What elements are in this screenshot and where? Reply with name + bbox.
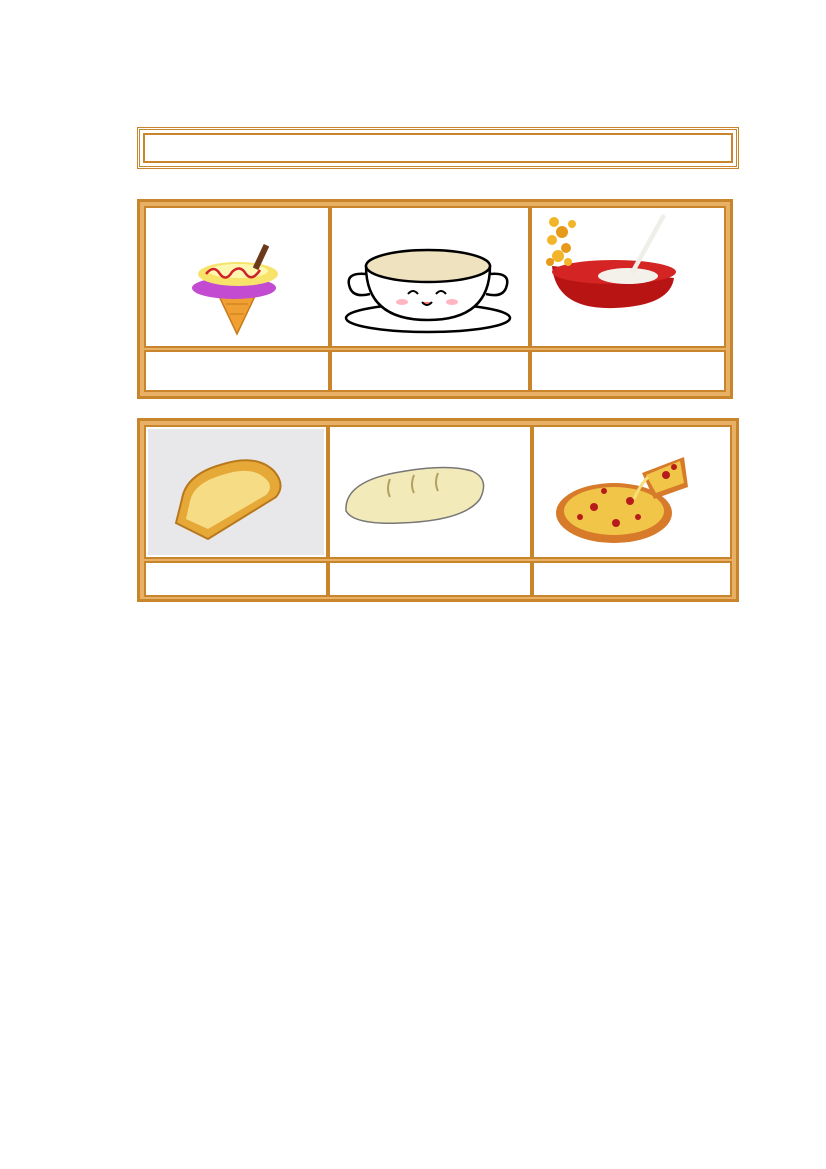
pizza-picture [534, 427, 730, 557]
toast-picture [146, 427, 326, 557]
word-bank [143, 133, 733, 163]
answer-box-4[interactable] [144, 561, 328, 597]
answer-box-5[interactable] [328, 561, 532, 597]
picture-grid-2 [137, 418, 739, 602]
word-bank-box [137, 127, 739, 169]
exercise-2-heading [128, 622, 154, 645]
answer-box-3[interactable] [530, 350, 726, 392]
picture-cell-soup [330, 206, 530, 348]
soup-picture [332, 208, 528, 346]
cereal-picture [532, 208, 724, 346]
picture-grid-1 [137, 199, 733, 399]
picture-cell-pizza [532, 425, 732, 559]
picture-cell-toast [144, 425, 328, 559]
ice-cream-picture [146, 208, 328, 346]
picture-cell-cereal [530, 206, 726, 348]
answer-box-1[interactable] [144, 350, 330, 392]
picture-cell-bread [328, 425, 532, 559]
answer-box-2[interactable] [330, 350, 530, 392]
picture-cell-ice-cream [144, 206, 330, 348]
exercise-1-heading [128, 99, 154, 122]
answer-box-6[interactable] [532, 561, 732, 597]
bread-picture [330, 427, 530, 557]
